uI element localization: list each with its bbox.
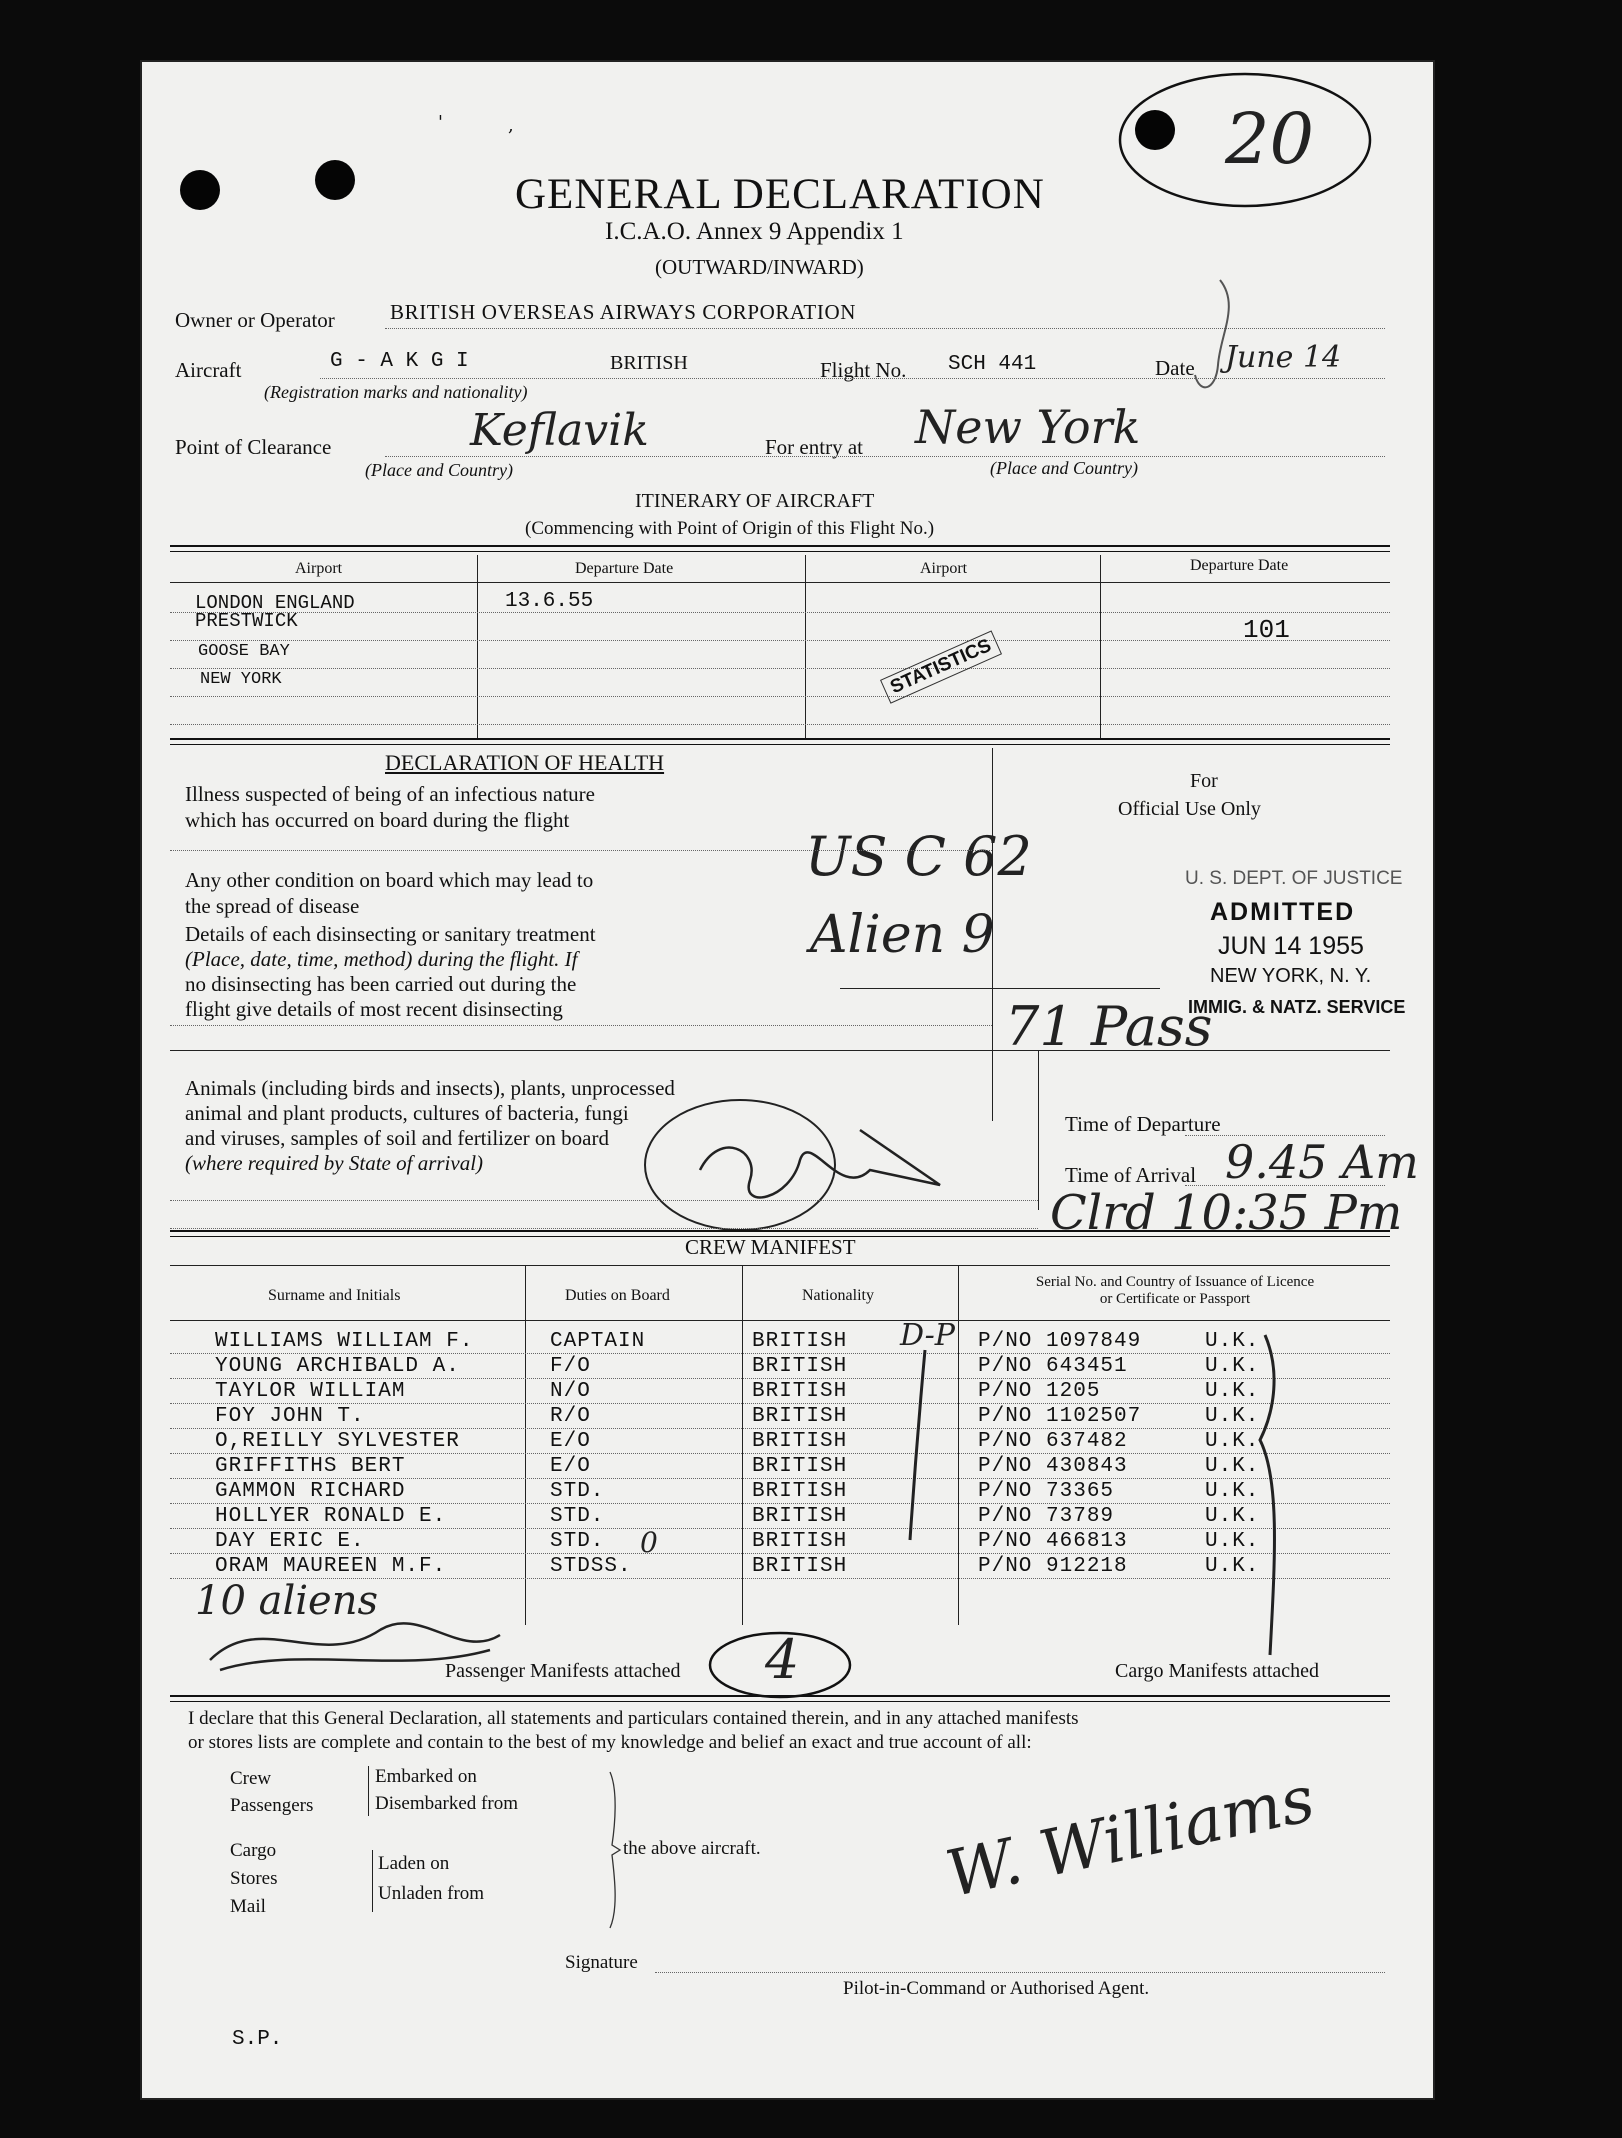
crew-name: DAY ERIC E. (215, 1530, 365, 1553)
aircraft-nationality: BRITISH (610, 352, 688, 374)
crew-name: GAMMON RICHARD (215, 1480, 406, 1503)
punch-hole (180, 170, 220, 210)
crew-passport: P/NO 73365 (978, 1480, 1115, 1503)
health-q3: Details of each disinsecting or sanitary treatment (185, 922, 596, 946)
crew-duty: N/O (550, 1380, 591, 1403)
disembarked-label: Disembarked from (375, 1793, 518, 1814)
initials-mark (640, 1090, 960, 1230)
crew-country: U.K. (1205, 1455, 1260, 1478)
cargo-manifest-label: Cargo Manifests attached (1115, 1660, 1320, 1682)
animals-text: and viruses, samples of soil and fertilizer on board (185, 1126, 609, 1150)
crew-passport: P/NO 637482 (978, 1430, 1128, 1453)
crew-duty: E/O (550, 1430, 591, 1453)
animals-text: animal and plant products, cultures of bacteria, fungi (185, 1101, 629, 1125)
health-q3: flight give details of most recent disinsecting (185, 997, 563, 1021)
zero-mark: 0 (640, 1526, 658, 1559)
health-q3: no disinsecting has been carried out during the (185, 972, 577, 996)
above-aircraft-label: the above aircraft. (623, 1838, 761, 1859)
itinerary-header-date-2: Departure Date (1190, 557, 1289, 574)
crew-passport: P/NO 1097849 (978, 1330, 1142, 1353)
crew-nationality: BRITISH (752, 1355, 848, 1378)
mail-label: Mail (230, 1896, 266, 1917)
crew-duty: R/O (550, 1405, 591, 1428)
crew-country: U.K. (1205, 1405, 1260, 1428)
operator-value: BRITISH OVERSEAS AIRWAYS CORPORATION (390, 300, 856, 324)
crew-title: CREW MANIFEST (685, 1235, 856, 1259)
date-value: June 14 (1225, 340, 1342, 375)
crew-passport: P/NO 1205 (978, 1380, 1101, 1403)
aliens-note: 10 aliens (195, 1578, 379, 1624)
animals-text: Animals (including birds and insects), plants, unprocessed (185, 1076, 675, 1100)
declaration-text: I declare that this General Declaration, all statements and particulars contained therein, and in any attached manifests (188, 1708, 1079, 1729)
page-number: 20 (1225, 98, 1315, 180)
registration-hint: (Registration marks and nationality) (264, 382, 528, 402)
clearance-value: Keflavik (470, 405, 649, 456)
itinerary-title: ITINERARY OF AIRCRAFT (635, 490, 875, 512)
crew-name: WILLIAMS WILLIAM F. (215, 1330, 474, 1353)
cleared-time-value: Clrd 10:35 Pm (1050, 1185, 1403, 1241)
itinerary-code: 101 (1243, 615, 1290, 645)
signer-label: Pilot-in-Command or Authorised Agent. (843, 1978, 1150, 1999)
entry-label: For entry at (765, 435, 863, 459)
admitted-stamp-line: ADMITTED (1210, 898, 1356, 926)
form-title: GENERAL DECLARATION (515, 171, 1045, 218)
aircraft-label: Aircraft (175, 358, 242, 382)
crew-nationality: BRITISH (752, 1380, 848, 1403)
direction: (OUTWARD/INWARD) (655, 255, 864, 279)
cargo-label: Cargo (230, 1840, 277, 1861)
crew-header-name: Surname and Initials (268, 1287, 401, 1304)
crew-country: U.K. (1205, 1430, 1260, 1453)
crew-country: U.K. (1205, 1555, 1260, 1578)
operator-label: Owner or Operator (175, 308, 335, 332)
crew-country: U.K. (1205, 1355, 1260, 1378)
itinerary-header-airport-2: Airport (920, 560, 968, 577)
itinerary-airport: LONDON ENGLAND (195, 592, 355, 614)
crew-country: U.K. (1205, 1330, 1260, 1353)
crew-passport: P/NO 1102507 (978, 1405, 1142, 1428)
crew-passport: P/NO 73789 (978, 1505, 1115, 1528)
admitted-stamp-line: NEW YORK, N. Y. (1210, 965, 1372, 987)
crew-name: YOUNG ARCHIBALD A. (215, 1355, 460, 1378)
health-hand-note: 71 Pass (1005, 995, 1213, 1058)
dp-mark: D-P (900, 1318, 955, 1353)
entry-value: New York (915, 400, 1141, 454)
crew-nationality: BRITISH (752, 1430, 848, 1453)
crew-nationality: BRITISH (752, 1530, 848, 1553)
laden-label: Laden on (378, 1853, 450, 1874)
itinerary-airport: NEW YORK (200, 670, 282, 689)
crew-duty: STDSS. (550, 1555, 632, 1578)
crew-nationality: BRITISH (752, 1455, 848, 1478)
statistics-stamp: STATISTICS (880, 630, 1002, 703)
declaration-text: or stores lists are complete and contain to the best of my knowledge and belief an exact and true account of all: (188, 1732, 1032, 1753)
itinerary-header-airport: Airport (295, 560, 343, 577)
crew-duty: STD. (550, 1530, 605, 1553)
health-q1: Illness suspected of being of an infectious nature (185, 782, 595, 806)
crew-nationality: BRITISH (752, 1405, 848, 1428)
unladen-label: Unladen from (378, 1883, 485, 1904)
crew-nationality: BRITISH (752, 1330, 848, 1353)
health-q2: the spread of disease (185, 894, 360, 918)
crew-duty: STD. (550, 1505, 605, 1528)
passenger-count: 4 (765, 1628, 800, 1691)
health-hand-note: Alien 9 (810, 905, 995, 965)
health-hand-note: US C 62 (805, 825, 1032, 888)
health-q3: (Place, date, time, method) during the flight. If (185, 947, 578, 971)
stores-label: Stores (230, 1868, 278, 1889)
crew-passport: P/NO 466813 (978, 1530, 1128, 1553)
clearance-hint: (Place and Country) (365, 460, 513, 480)
form-subtitle: I.C.A.O. Annex 9 Appendix 1 (605, 218, 904, 245)
departure-time-label: Time of Departure (1065, 1112, 1221, 1136)
admitted-stamp-line: U. S. DEPT. OF JUSTICE (1185, 868, 1403, 889)
crew-name: O,REILLY SYLVESTER (215, 1430, 460, 1453)
crew-header-passport: Serial No. and Country of Issuance of Licence or Certificate or Passport (1035, 1274, 1315, 1307)
itinerary-departure-date: 13.6.55 (505, 590, 594, 613)
crew-header-nationality: Nationality (802, 1287, 874, 1304)
crew-passport: P/NO 912218 (978, 1555, 1128, 1578)
crew-header-duty: Duties on Board (565, 1287, 670, 1304)
admitted-stamp-line: IMMIG. & NATZ. SERVICE (1188, 997, 1406, 1017)
crew-duty: F/O (550, 1355, 591, 1378)
crew-name: GRIFFITHS BERT (215, 1455, 406, 1478)
flight-number: SCH 441 (948, 353, 1037, 376)
declaration-form: ' , 20 GENERAL DECLARATION I.C.A.O. Annex 9 Appendix 1 (OUTWARD/INWARD) Owner or Operator BRITISH OVERSEAS AIRWAYS CORPORATION Aircraft G - A K G I BRITISH Flight No. SCH 441 Date June 14 (Registration marks and nationality) Point of Clearance Keflavik For entry at New York (Place and Country) (Place and Country) ITINERARY OF AIRCRAFT (Commencing with Point of Origin of this Flight No.) Airport Departure Date Airport Departure Date LONDON ENGLAND PRESTWICK GOOSE BAY NEW YORK 13.6.55 101 STATISTICS DECLARATION OF HEALTH Illness suspected of being of an infectious nature which has occurred on board during the flight Any other condition on board which may lead to the spread of disease Details of each disinsecting or sanitary treatment (Place, date, time, method) during the flight. If no disinsecting has been carried out during the flight give details of most recent disinsecting US C 62 Alien 9 71 Pass For Official Use Only U. S. DEPT. OF JUSTICE ADMITTED JUN 14 1955 NEW YORK, N. Y. IMMIG. & NATZ. SERVICE Animals (including birds and insects), plants, unprocessed animal and plant products, cultures of bacteria, fungi and viruses, samples of soil and fertilizer on board (where required by State of arrival) Time of Departure Time of Arrival 9.45 Am Clrd 10:35 Pm CREW MANIFEST Surname and Initials Duties on Board Nationality Serial No. and Country of Issuance of Licence or Certificate or Passport WILLIAMS WILLIAM F. CAPTAIN BRITISH P/NO 1097849 U.K. YOUNG ARCHIBALD A. F/O BRITISH P/NO 643451 U.K. TAYLOR WILLIAM N/O BRITISH P/NO 1205 U.K. FOY JOHN T. R/O BRITISH P/NO 1102507 U.K. O,REILLY SYLVESTER E/O BRITISH P/NO 637482 U.K. GRIFFITHS BERT E/O BRITISH P/NO 430843 U.K. GAMMON RICHARD STD. BRITISH P/NO 73365 U.K. HOLLYER RONALD E. STD. BRITISH P/NO 73789 U.K. DAY ERIC E. STD. BRITISH P/NO 466813 U.K. ORAM MAUREEN M.F. STDSS. BRITISH P/NO 912218 U.K. D-P 0 10 aliens Passenger Manifests attached 4 Cargo Manifests attached I declare that this General Declaration, all statements and particulars contained therein, and in any attached manifests or stores lists are complete and contain to the best of my knowledge and belief an exact and true account of all: Crew Passengers Embarked on Disembarked from Cargo Stores Mail Laden on Unladen from the above aircraft. W. Williams Signature Pilot-in-Command or Authorised Agent. S.P. (140, 60, 1435, 2100)
signature: W. Williams (940, 1762, 1321, 1913)
health-q2: Any other condition on board which may lead to (185, 868, 594, 892)
crew-name: ORAM MAUREEN M.F. (215, 1555, 447, 1578)
crew-passport: P/NO 430843 (978, 1455, 1128, 1478)
crew-country: U.K. (1205, 1505, 1260, 1528)
passengers-label: Passengers (230, 1795, 314, 1816)
flight-label: Flight No. (820, 358, 907, 382)
crew-label: Crew (230, 1768, 272, 1789)
crew-country: U.K. (1205, 1480, 1260, 1503)
entry-hint: (Place and Country) (990, 458, 1138, 478)
crew-duty: E/O (550, 1455, 591, 1478)
official-label: For (1190, 770, 1218, 792)
date-label: Date (1155, 356, 1195, 380)
itinerary-airport: GOOSE BAY (198, 642, 290, 661)
admitted-stamp-line: JUN 14 1955 (1218, 932, 1364, 960)
signature-label: Signature (565, 1952, 638, 1973)
crew-nationality: BRITISH (752, 1555, 848, 1578)
crew-passport: P/NO 643451 (978, 1355, 1128, 1378)
clearance-label: Point of Clearance (175, 435, 332, 459)
itinerary-airport: PRESTWICK (195, 610, 298, 632)
health-title: DECLARATION OF HEALTH (385, 750, 665, 775)
punch-hole (315, 160, 355, 200)
passenger-manifest-label: Passenger Manifests attached (445, 1660, 681, 1682)
arrival-time-label: Time of Arrival (1065, 1163, 1197, 1187)
crew-country: U.K. (1205, 1530, 1260, 1553)
crew-nationality: BRITISH (752, 1480, 848, 1503)
embarked-label: Embarked on (375, 1766, 477, 1787)
footer-initials: S.P. (232, 2028, 283, 2051)
itinerary-subtitle: (Commencing with Point of Origin of this Flight No.) (525, 518, 935, 539)
arrival-time-value: 9.45 Am (1225, 1135, 1419, 1189)
health-q1: which has occurred on board during the flight (185, 808, 570, 832)
crew-name: TAYLOR WILLIAM (215, 1380, 406, 1403)
crew-name: HOLLYER RONALD E. (215, 1505, 447, 1528)
crew-nationality: BRITISH (752, 1505, 848, 1528)
animals-text: (where required by State of arrival) (185, 1151, 484, 1175)
itinerary-header-date: Departure Date (575, 560, 674, 577)
crew-duty: STD. (550, 1480, 605, 1503)
crew-country: U.K. (1205, 1380, 1260, 1403)
aircraft-registration: G - A K G I (330, 350, 469, 373)
crew-name: FOY JOHN T. (215, 1405, 365, 1428)
crew-duty: CAPTAIN (550, 1330, 646, 1353)
official-label: Official Use Only (1118, 798, 1261, 820)
